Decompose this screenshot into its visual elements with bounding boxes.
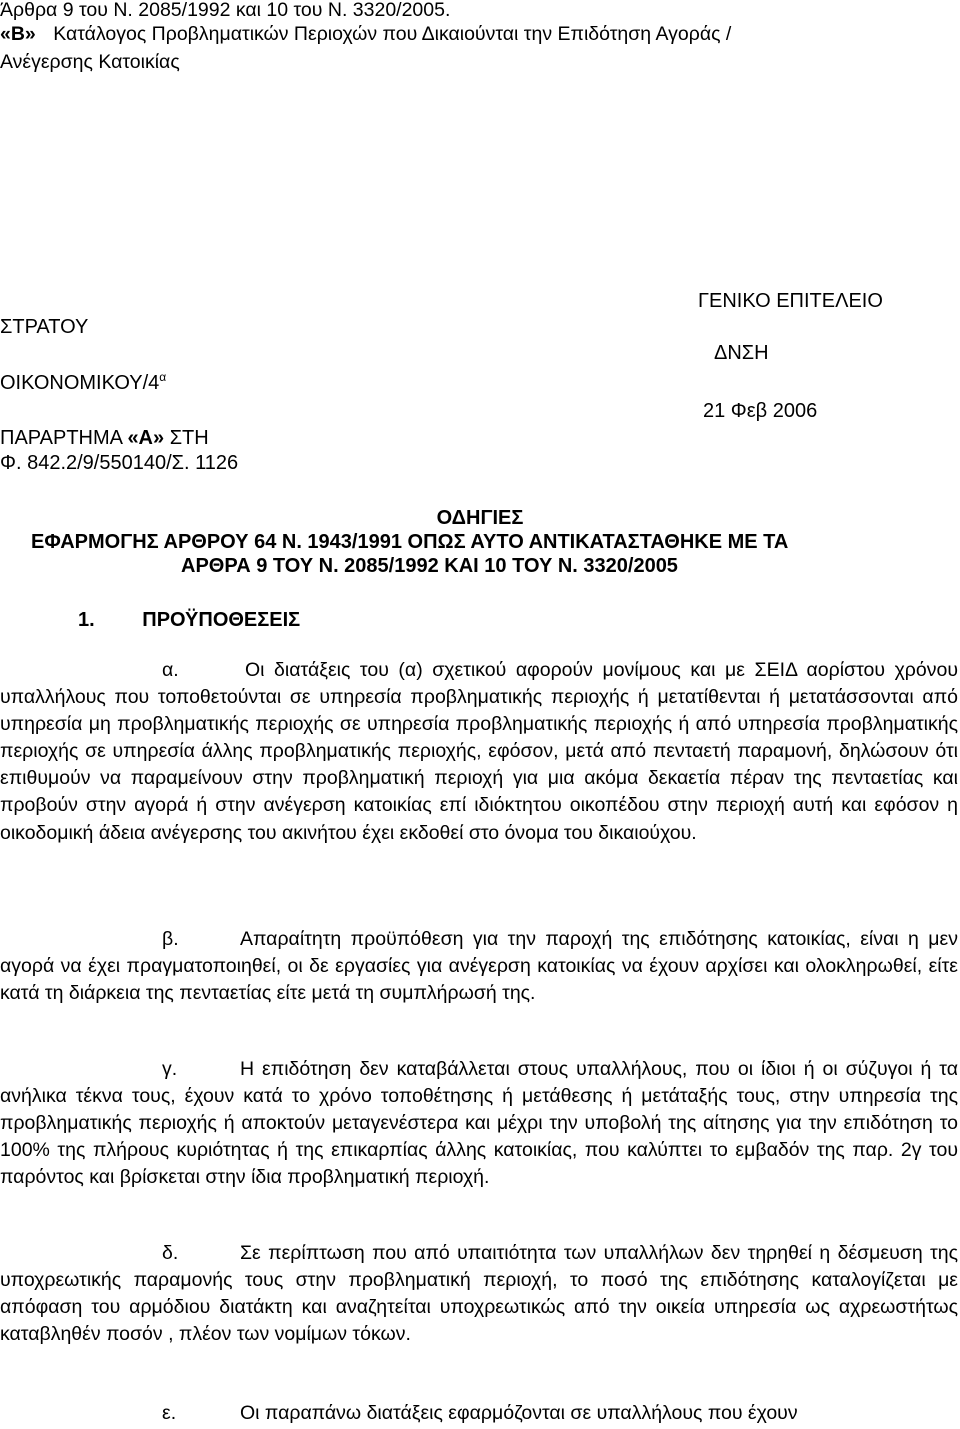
annex-b-title: Κατάλογος Προβληματικών Περιοχών που Δικαιούνται την Επιδότηση Αγοράς / xyxy=(53,23,732,45)
dept-name: ΟΙΚΟΝΟΜΙΚΟΥ/4 xyxy=(0,372,160,394)
header-line-3: Ανέγερσης Κατοικίας xyxy=(0,51,180,73)
section-title: ΠΡΟΫΠΟΘΕΣΕΙΣ xyxy=(142,609,301,631)
paragraph-b xyxy=(0,926,958,1007)
paragraph-b-text: Απαραίτητη προϋπόθεση για την παροχή της επιδότησης κατοικίας, είναι η μεν αγορά να έχει πραγματοποιηθεί, οι δε εργασίες για ανέγερση κατοικίας να έχουν αρχίσει και ολοκληρωθεί, είτε κατά τη διάρκεια της πενταετίας είτε μετά τη συμπλήρωσή της. xyxy=(0,928,958,1005)
sender-ref: Φ. 842.2/9/550140/Σ. 1126 xyxy=(0,452,239,474)
sender-org-right: ΓΕΝΙΚΟ ΕΠΙΤΕΛΕΙΟ xyxy=(698,290,883,312)
section-number: 1. xyxy=(78,609,95,631)
sender-org-left: ΣΤΡΑΤΟΥ xyxy=(0,316,89,338)
paragraph-a xyxy=(0,657,958,847)
title-line-3: ΑΡΘΡΑ 9 ΤΟΥ Ν. 2085/1992 ΚΑΙ 10 ΤΟΥ Ν. 3320/2005 xyxy=(181,555,678,577)
header-line-2 xyxy=(0,22,731,46)
paragraph-d-label: δ. xyxy=(162,1242,179,1264)
title-line-2: ΕΦΑΡΜΟΓΗΣ ΑΡΘΡΟΥ 64 Ν. 1943/1991 ΟΠΩΣ ΑΥΤΟ ΑΝΤΙΚΑΤΑΣΤΑΘΗΚΕ ΜΕ ΤΑ xyxy=(31,531,789,553)
paragraph-b-label: β. xyxy=(162,928,179,950)
dept-superscript: α xyxy=(159,370,167,384)
paragraph-a-label: α. xyxy=(162,659,179,681)
paragraph-d-text: Σε περίπτωση που από υπαιτιότητα των υπαλλήλων δεν τηρηθεί η δέσμευση της υποχρεωτικής παραμονής τους στην προβληματική περιοχή, το ποσό της επιδότησης καταλογίζεται με απόφαση του αρμόδιου διατάκτη και αναζητείται υποχρεωτικώς από την οικεία υπηρεσία ως αχρεωστήτως καταβληθέν ποσόν , πλέον των νομίμων τόκων. xyxy=(0,1242,958,1346)
sender-dept-left xyxy=(0,371,166,395)
header-line-1: Άρθρα 9 του Ν. 2085/1992 και 10 του Ν. 3320/2005. xyxy=(0,0,451,21)
section-heading xyxy=(78,608,300,632)
paragraph-e-label: ε. xyxy=(162,1402,177,1424)
paragraph-c xyxy=(0,1056,958,1191)
annex-b-mark: «Β» xyxy=(0,23,36,45)
branch-post: ΣΤΗ xyxy=(164,427,209,449)
title-line-1: ΟΔΗΓΙΕΣ xyxy=(436,507,524,529)
paragraph-e-text: Οι παραπάνω διατάξεις εφαρμόζονται σε υπαλλήλους που έχουν xyxy=(240,1402,798,1424)
paragraph-d xyxy=(0,1240,958,1348)
branch-pre: ΠΑΡΑΡΤΗΜΑ xyxy=(0,427,128,449)
paragraph-a-text: Οι διατάξεις του (α) σχετικού αφορούν μονίμους και με ΣΕΙΔ αορίστου χρόνου υπαλλήλους που τοποθετούνται σε υπηρεσία προβληματικής περιοχής ή μετατίθενται ή μετατάσσονται από υπηρεσία μη προβληματικής περιοχής σε υπηρεσία προβληματικής περιοχής ή από υπηρεσία προβληματικής περιοχής σε υπηρεσία άλλης προβληματικής περιοχής, εφόσον, μετά από πενταετή παραμονή, δηλώσουν ότι επιθυμούν να παραμείνουν στην προβληματική περιοχή για μια ακόμα δεκαετία πέραν της πενταετίας και προβούν στην αγορά ή στην ανέγερση κατοικίας επί ιδιόκτητου οικοπέδου στην περιοχή αυτή και εφόσον η οικοδομική άδεια ανέγερσης του ακινήτου έχει εκδοθεί στο όνομα του δικαιούχου. xyxy=(0,659,958,844)
branch-mark: «Α» xyxy=(127,427,165,449)
sender-branch xyxy=(0,426,209,450)
sender-date: 21 Φεβ 2006 xyxy=(703,400,818,422)
paragraph-e xyxy=(0,1400,958,1427)
sender-dept-right: ΔΝΣΗ xyxy=(714,342,769,364)
paragraph-c-text: Η επιδότηση δεν καταβάλλεται στους υπαλλήλους, που οι ίδιοι ή οι σύζυγοι ή τα ανήλικα τέκνα τους, έχουν κατά το χρόνο τοποθέτησης ή μετάθεσης ή μετάταξής τους, στην υπηρεσία της προβληματικής περιοχής ή αποκτούν μεταγενέστερα και μέχρι την υποβολή της αίτησης για την επιδότηση το 100% της πλήρους κυριότητας ή της επικαρπίας άλλης κατοικίας, που καλύπτει το εμβαδόν της παρ. 2γ του παρόντος και βρίσκεται στην ίδια προβληματική περιοχή. xyxy=(0,1058,958,1189)
paragraph-c-label: γ. xyxy=(162,1058,178,1080)
